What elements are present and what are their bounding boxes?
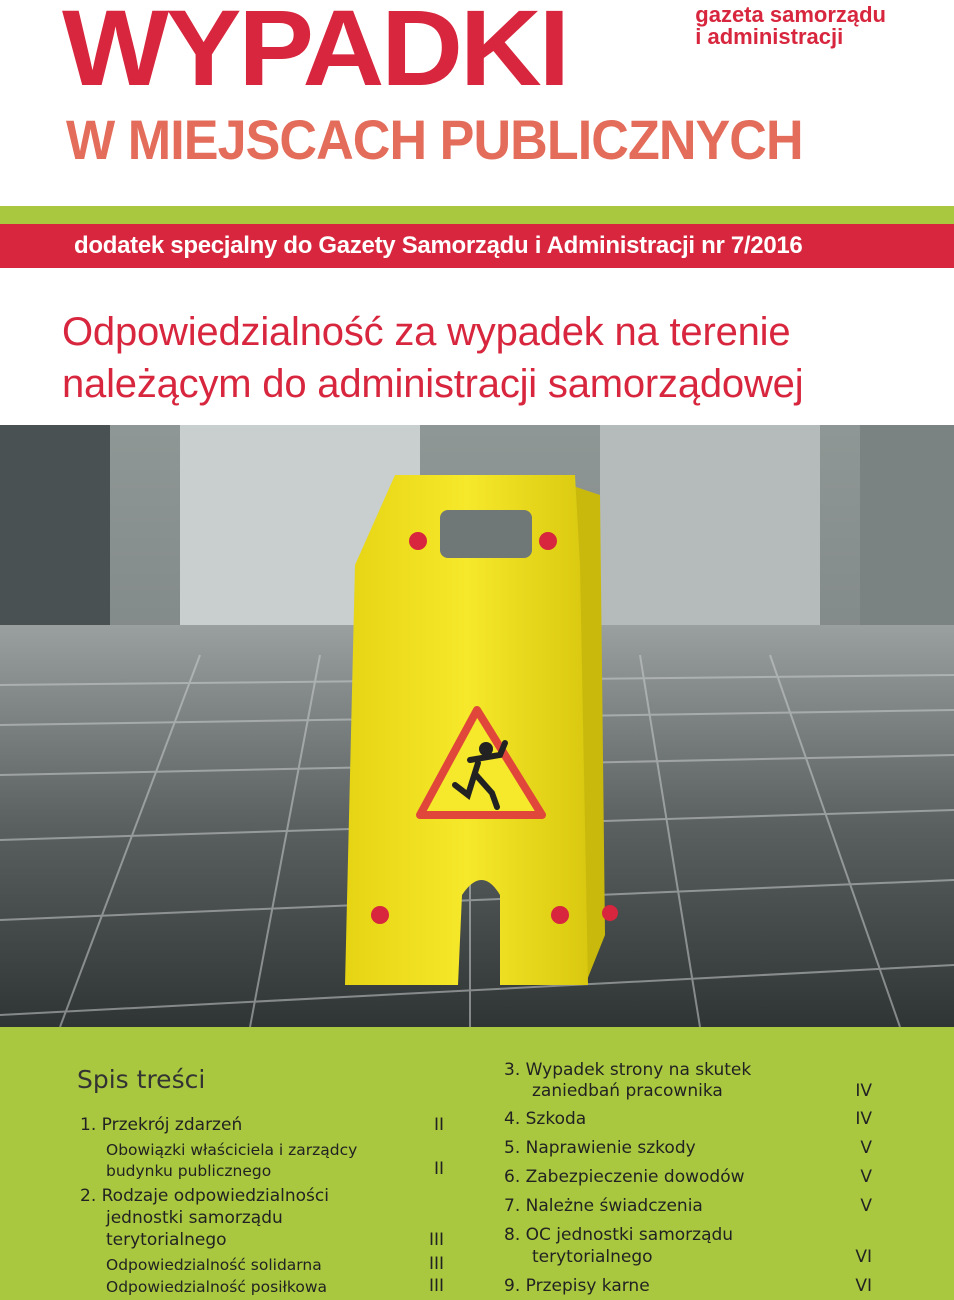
publisher-line-1: gazeta samorządu xyxy=(695,2,886,27)
toc-page: II xyxy=(433,1159,444,1179)
toc-item: Odpowiedzialność solidarna xyxy=(106,1256,322,1274)
toc-page: IV xyxy=(855,1081,872,1101)
toc-item: 4. Szkoda xyxy=(504,1109,587,1129)
toc-page: III xyxy=(428,1230,444,1250)
toc-item: Obowiązki właściciela i zarządcy xyxy=(106,1141,358,1159)
cover-headline xyxy=(62,306,922,410)
toc-item: jednostki samorządu xyxy=(106,1208,283,1228)
cover-photo xyxy=(0,425,954,1027)
toc-page: II xyxy=(433,1115,444,1135)
toc-item: 9. Przepisy karne xyxy=(504,1276,650,1296)
headline-line-1: Odpowiedzialność za wypadek na terenie xyxy=(62,310,791,354)
magazine-subtitle: W MIEJSCACH PUBLICZNYCH xyxy=(66,108,803,171)
publisher-name xyxy=(695,4,886,48)
toc-page: V xyxy=(860,1138,872,1158)
toc-page: IV xyxy=(855,1109,872,1129)
magazine-title: WYPADKI xyxy=(62,0,568,108)
green-divider xyxy=(0,206,954,224)
supplement-text: dodatek specjalny do Gazety Samorządu i Administracji nr 7/2016 xyxy=(74,232,803,259)
toc-item: zaniedbań pracownika xyxy=(532,1081,723,1101)
toc-page: V xyxy=(860,1196,872,1216)
toc-item: 6. Zabezpieczenie dowodów xyxy=(504,1167,745,1187)
toc-heading: Spis treści xyxy=(77,1065,206,1094)
toc-item: budynku publicznego xyxy=(106,1162,272,1180)
masthead xyxy=(0,0,954,206)
toc-page: III xyxy=(428,1254,444,1274)
headline-line-2: należącym do administracji samorządowej xyxy=(62,362,804,406)
toc-item: terytorialnego xyxy=(106,1230,227,1250)
toc-page: VI xyxy=(855,1276,872,1296)
toc-item: terytorialnego xyxy=(532,1247,653,1267)
toc-item: 8. OC jednostki samorządu xyxy=(504,1225,734,1245)
toc-page: VI xyxy=(855,1247,872,1267)
publisher-line-2: i administracji xyxy=(695,24,844,49)
toc-item: 2. Rodzaje odpowiedzialności xyxy=(80,1186,329,1206)
toc-item: 1. Przekrój zdarzeń xyxy=(80,1115,243,1135)
toc-page: V xyxy=(860,1167,872,1187)
toc-item: 7. Należne świadczenia xyxy=(504,1196,703,1216)
toc-item: 5. Naprawienie szkody xyxy=(504,1138,696,1158)
toc-page: III xyxy=(428,1276,444,1296)
toc-item: 3. Wypadek strony na skutek xyxy=(504,1060,752,1080)
toc-item: Odpowiedzialność posiłkowa xyxy=(106,1278,327,1296)
table-of-contents xyxy=(0,1027,954,1300)
supplement-band xyxy=(0,224,954,268)
